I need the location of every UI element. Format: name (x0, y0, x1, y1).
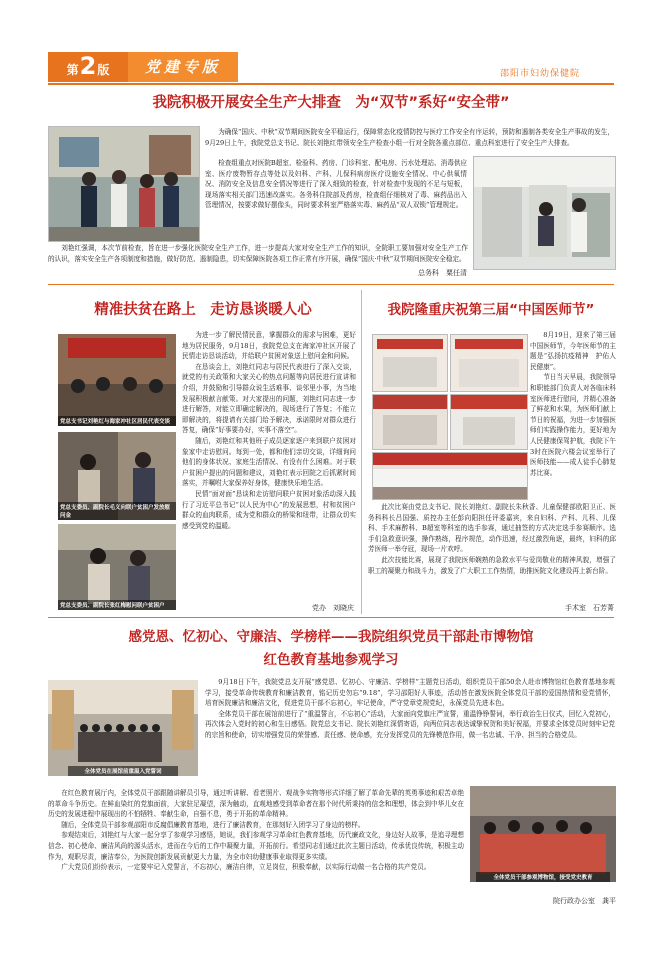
article1-body-top (205, 127, 614, 148)
article3-group-photo (372, 452, 528, 500)
article2-body (182, 330, 356, 531)
article1-signature: 总务科 粟任清 (418, 269, 467, 277)
article2-title: 精准扶贫在路上 走访恳谈暖人心 (94, 302, 312, 318)
article3-paragraph-2: 节日当天早晨，我院领导和职能部门负责人对各临床科室医师进行慰问，并精心准备了鲜花和水果，为医师们献上节日的祝福，为进一步加强医师们实践操作能力，更好地为人民健康保驾护航，我院下午3时在医院六楼会议室举行了医师技能——成人徒手心肺复苏比赛。 (530, 373, 616, 477)
article4-body-top (205, 677, 615, 741)
header-rule (48, 83, 614, 85)
page-header (0, 0, 655, 86)
article4-title-line2: 红色教育基地参观学习 (263, 652, 399, 668)
page-prefix: 第 (66, 63, 79, 77)
article4-signature: 院行政办公室 龚平 (553, 897, 616, 905)
article2-photo-3 (58, 524, 176, 610)
article4-paragraph-1: 9月18日下午，我院党总支开展“感党恩、忆初心、守廉洁、学榜样”主题党日活动，组织党员干部50余人赴市博物馆红色教育基地参观学习，接受革命传统教育和廉洁教育，铭记历史勿忘“9.18”，学习邵阳好人事迹，活动旨在激发医院全体党员干部的爱国热情和爱党情怀，培育医院廉洁和廉洁文化，促进党员干部不忘初心，牢记使命，严守党章党规党纪，永葆党员先进本色。 (205, 678, 615, 708)
article1-paragraph-1: 为确保“国庆、中秋”双节期间医院安全平稳运行，保障常态化疫情防控与医疗工作安全有序运转，预防和遏制各类安全生产事故的发生，9月29日上午，我院党总支书记、院长刘艳红带领安全生产检查小组一行对全院各重点部位、重点科室进行了安全生产大排查。 (205, 128, 614, 147)
article2-paragraph-1: 为进一步了解民情民意，掌握群众的需求与困难，更好地为居民服务，9月18日，我院党总支在海家冲社区开展了民情走访恳谈活动，并给联户贫困对象送上慰问金和问候。 (182, 331, 356, 361)
article4-paragraph-4: 随后，全体党员干部参观邵阳市反腐倡廉教育基地，进行了廉洁教育，在那刻好入团学习了身边的榜样。 (61, 820, 365, 829)
article4-paragraph-2: 全体党员干部在展馆前进行了“重温誓言，不忘初心”活动，大家面向党旗庄严宣誓，重温铮铮誓词，举行政治生日仪式，回忆入党初心，再次体会入党时的初心和生日感悟。院党总支书记、院长刘艳红深情寄语，向两位同志表达诚挚祝贺和美好祝福，并要求全体党员时刻牢记党的宗旨和使命，切实增强党员的荣誉感、责任感、使命感，充分发挥党员的先锋模范作用，做一名忠诚、干净、担当的合格党员。 (205, 709, 615, 739)
hospital-name: 邵阳市妇幼保健院 (500, 69, 581, 79)
article3-photo-3 (372, 394, 448, 450)
article3-body-top (530, 330, 616, 478)
article4-photo-right (470, 786, 616, 882)
article2-paragraph-2: 在恳谈会上，刘艳红同志与居民代表进行了深入交谈，就党的有关政策和大家关心的热点问题等向居民进行宣讲和介绍，并鼓励和引导群众说生活难事、谈邻里小事，为当地发展积极献言献策。对大家提出的问题，刘艳红同志进一步进行解答，对能立即确定解决的，现场进行了答复；不能立即解决的，将提请有关部门给予解决，承诺限时对群众进行答复，确保“好事要办好，实事不落空”。 (182, 362, 356, 435)
article2-paragraph-4: 民情“面对面”恳谈和走访慰问联户贫困对象活动深入践行了习近平总书记“以人民为中心”的发展思想，村和贫困户群众的血肉联系，成为党和群众的桥梁和纽带，让群众切实感受到党的温暖。 (182, 489, 356, 530)
article3-signature: 手术室 石芳菁 (565, 604, 614, 612)
article3-paragraph-4: 此次技能比赛，展现了我院医师娴熟的急救水平与爱岗敬业的精神风貌，增强了职工的凝聚力和战斗力，激发了广大职工工作热情，助推医院文化建设再上新台阶。 (368, 555, 616, 575)
article1-photo-right (473, 156, 616, 270)
article4-title-line1: 感党恩、忆初心、守廉洁、学榜样——我院组织党员干部赴市博物馆 (128, 629, 534, 645)
article2-photo-2 (58, 432, 176, 520)
article3-photo-1 (372, 334, 448, 392)
article3-paragraph-1: 8月19日，迎来了第三届中国医师节，今年医师节的主题是“弘扬抗疫精神 护佑人民健康”。 (530, 331, 616, 371)
section-name: 党建专版 (128, 52, 238, 82)
column-divider (361, 290, 362, 614)
article1-body-bottom (48, 243, 468, 264)
section-divider-2 (48, 617, 614, 618)
article2-photo-1 (58, 334, 176, 426)
article1-paragraph-2: 检查组重点对医院B超室、检验科、药房、门诊科室、配电房、污水处理站、消毒供应室、医疗废物暂存点等处以及妇科、产科、儿保科病房医疗设施安全情况、中心供氧情况、消防安全及信息安全情况等进行了深入细致的检查，针对检查中发现的不足与短板，现场落实相关部门迅速改落实。各务科住院部及药房，检查组仔细核对了毒、麻药品出入管理情况，按要求做好摆像头，同时要求科室严格落实毒、麻药品“双人双锁”管理规定。 (205, 159, 468, 210)
article3-photo-4 (450, 394, 528, 450)
article3-body-bottom (368, 502, 616, 576)
page-suffix: 版 (97, 63, 110, 77)
article2-caption-1: 党总支书记刘艳红与海家冲社区居民代表交谈 (58, 416, 176, 426)
article1-body-mid (205, 158, 467, 211)
article4-caption-2: 全体党员干部参观博物馆，接受党史教育 (476, 872, 610, 882)
article1-photo-left (48, 126, 200, 242)
article2-signature: 党办 刘晓庆 (312, 604, 354, 612)
article3-paragraph-3: 此次比赛由党总支书记、院长刘艳红、副院长朱秋香、儿童保健部欧阳卫正、医务科科长吕国强、质控办主任彭向阳担任评委嘉宾，来自妇科、产科、儿科、儿保科、手术麻醉科、B超室等科室的选手参赛，通过抽签的方式决定选手参赛顺序。选手们急救意识强，操作熟练，程序规范，动作迅速，经过激烈角逐，最终，妇科的邱芳医师一举夺冠，现场一片欢呼。 (368, 503, 616, 554)
article4-photo-left (48, 680, 198, 776)
article4-paragraph-6: 广大党员们纷纷表示，一定要牢记入党誓言，不忘初心，廉洁自律，立足岗位，积极奉献，以实际行动做一名合格的共产党员。 (61, 863, 431, 872)
article3-title: 我院隆重庆祝第三届“中国医师节” (387, 302, 595, 318)
article1-title: 我院积极开展安全生产大排查 为“双节”系好“安全带” (152, 95, 510, 111)
page-number-box (48, 52, 128, 82)
article2-paragraph-3: 随后，刘艳红和其他班子成员逐家逐户来到联户贫困对象家中走访慰问。每到一处，都和他们亲切交谈，详细询问他们的身体状况、家庭生活情况、有没有什么困难。对于联户贫困户提出的问题和建议，刘艳红表示回院之后抓紧时间落实，并嘱咐大家保养好身体，健康快乐地生活。 (182, 436, 356, 488)
article4-body-mid (48, 788, 464, 873)
article2-caption-3: 党总支委员、副院长张红梅慰问联户贫困户 (58, 600, 176, 610)
section-divider-1 (48, 284, 614, 285)
page-number: 2 (79, 52, 97, 80)
article2-caption-2: 党总支委员、副院长毛义向联户贫困户发放慰问金 (58, 502, 176, 520)
article1-paragraph-3: 刘艳红强调，本次节前检查，旨在进一步强化医院安全生产工作，进一步提高大家对安全生产工作的知识，全院职工要加强对安全生产工作的认识，落实安全生产各项制度和措施，做好防范、遏制隐患，切实保障医院各项工作正常有序开展，确保“国庆·中秋”双节期间医院安全稳定。 (48, 244, 468, 263)
article4-paragraph-5: 参观结束后，刘艳红与大家一起分享了参观学习感悟，她说，我们参观学习革命红色教育基地，历代廉政文化，身边好人故事，是追寻理想信念、初心使命、廉洁风尚的源头活水，进而在今后的工作中凝聚力量，开拓前行。希望同志们通过此次主题日活动，传承优良传统，积极主动作为，观职尽责，廉洁奉公，为医院创新发展贡献更大力量，为全市妇幼健康事业取得更多实绩。 (48, 831, 464, 861)
article4-paragraph-3: 在红色教育展厅内，全体党员干部跟随讲解员引导，通过听讲解、看老照片、观战争实物等形式详细了解了革命先辈的英勇事迹和艰苦卓绝的革命斗争历史。在鲜血染红的党旗面前，大家驻足凝望，深为触动，直观地感受到革命者在那个时代所秉持的信念和理想，体会到中华儿女在历史的发展进程中展现出的不怕牺牲、奉献生命，自强不息，勇于开拓的革命精神。 (48, 789, 464, 819)
article3-photo-2 (450, 334, 528, 392)
article4-caption-1: 全体党员在展馆前重温入党誓词 (68, 766, 178, 776)
